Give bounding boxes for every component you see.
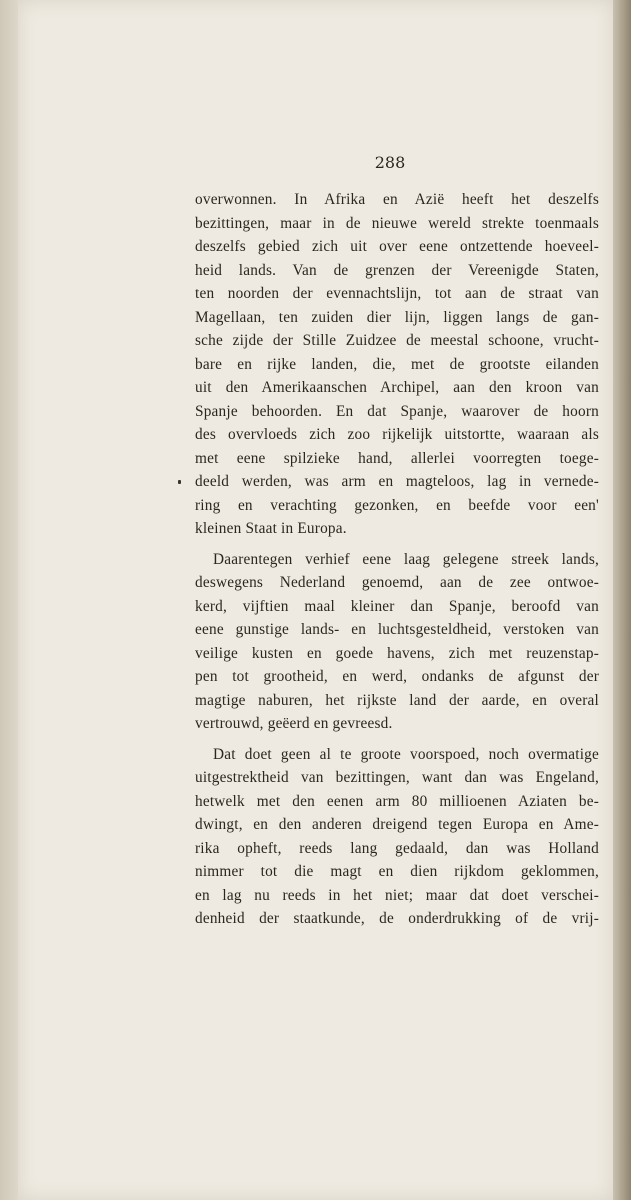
page-number: 288 (374, 153, 406, 172)
text-line: heid lands. Van de grenzen der Vereenigde Staten, (195, 261, 599, 279)
text-line: bezittingen, maar in de nieuwe wereld strekte toenmaals (195, 214, 599, 232)
text-line: vertrouwd, geëerd en gevreesd. (195, 715, 393, 732)
text-line: deswegens Nederland genoemd, aan de zee ontwoe- (195, 574, 599, 591)
text-line: magtige naburen, het rijkste land der aarde, en overal (195, 691, 599, 709)
text-line: denheid der staatkunde, de onderdrukking of de vrij- (195, 910, 599, 927)
text-line: Daarentegen verhief eene laag gelegene streek lands, (213, 550, 599, 568)
text-line: ten noorden der evennachtslijn, tot aan de straat van (195, 285, 599, 302)
paragraph (195, 188, 599, 541)
text-line: Spanje behoorden. En dat Spanje, waarover de hoorn (195, 402, 599, 420)
paragraph (195, 743, 599, 931)
text-line: veilige kusten en goede havens, zich met reuzenstap- (195, 644, 599, 662)
body-text (195, 188, 599, 931)
text-line: uitgestrektheid van bezittingen, want dan was Engeland, (195, 769, 599, 786)
page-left-margin (0, 0, 18, 1200)
text-line: kleinen Staat in Europa. (195, 520, 347, 537)
text-line: sche zijde der Stille Zuidzee de meestal schoone, vrucht- (195, 332, 599, 349)
text-line: eene gunstige lands- en luchtsgesteldheid, verstoken van (195, 621, 599, 638)
text-line: overwonnen. In Afrika en Azië heeft het deszelfs (195, 191, 599, 208)
text-line: deeld werden, was arm en magteloos, lag in vernede- (195, 473, 599, 490)
text-line: Dat doet geen al te groote voorspoed, noch overmatige (213, 745, 599, 763)
text-line: Magellaan, ten zuiden dier lijn, liggen langs de gan- (195, 308, 599, 326)
paragraph-gap (195, 736, 599, 743)
text-line: des overvloeds zich zoo rijkelijk uitstortte, waaraan als (195, 426, 599, 443)
text-line: rika opheft, reeds lang gedaald, dan was Holland (195, 839, 599, 857)
text-line: pen tot grootheid, en werd, ondanks de afgunst der (195, 668, 599, 685)
page-binding-edge (613, 0, 631, 1200)
paragraph-gap (195, 541, 599, 548)
text-line: ring en verachting gezonken, en beefde voor een' (195, 496, 599, 514)
text-line: dwingt, en den anderen dreigend tegen Europa en Ame- (195, 816, 599, 833)
text-line: en lag nu reeds in het niet; maar dat doet verschei- (195, 886, 599, 904)
text-line: deszelfs gebied zich uit over eene ontzettende hoeveel- (195, 238, 599, 255)
text-line: bare en rijke landen, die, met de grootste eilanden (195, 355, 599, 373)
text-line: kerd, vijftien maal kleiner dan Spanje, beroofd van (195, 597, 599, 615)
paragraph (195, 548, 599, 736)
text-line: hetwelk met den eenen arm 80 millioenen Aziaten be- (195, 792, 599, 810)
text-line: uit den Amerikaanschen Archipel, aan den kroon van (195, 379, 599, 396)
text-line: nimmer tot die magt en dien rijkdom geklommen, (195, 863, 599, 880)
text-line: met eene spilzieke hand, allerlei voorregten toege- (195, 449, 599, 467)
ink-speck (178, 480, 181, 484)
